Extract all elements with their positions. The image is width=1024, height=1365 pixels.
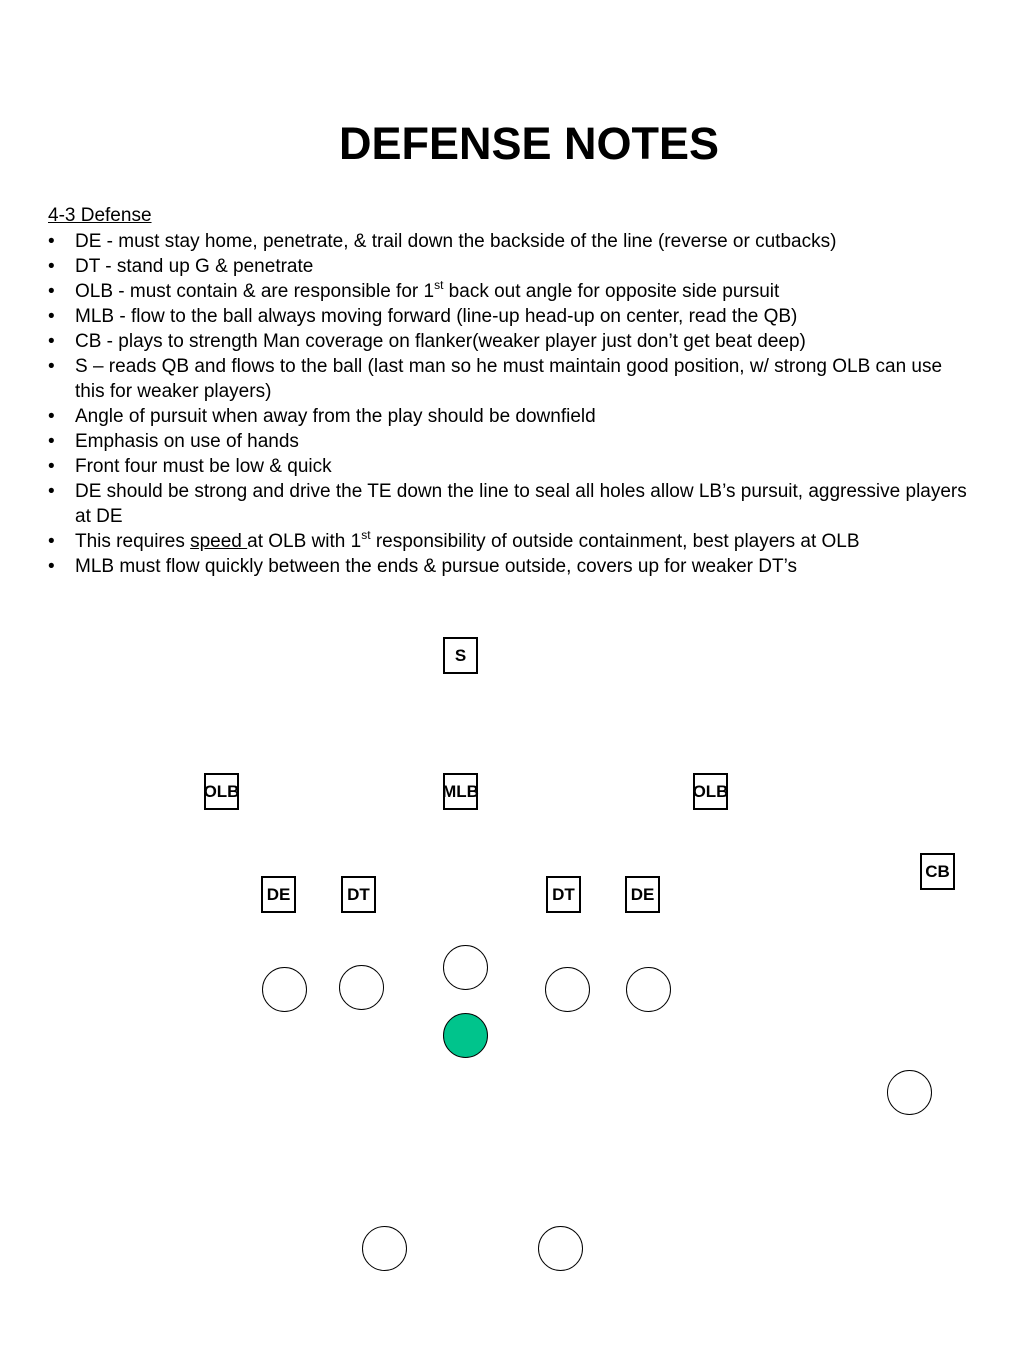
note-text: Angle of pursuit when away from the play should be downfield bbox=[75, 406, 596, 427]
dt-left-box: DT bbox=[341, 876, 376, 913]
list-item bbox=[48, 529, 968, 554]
note-superscript: st bbox=[434, 277, 444, 292]
list-item bbox=[48, 254, 968, 279]
list-item bbox=[48, 229, 968, 254]
center-circle bbox=[443, 945, 488, 990]
bullet: • bbox=[48, 556, 55, 577]
list-item bbox=[48, 554, 968, 579]
note-underlined-text: speed bbox=[190, 531, 248, 552]
list-item bbox=[48, 429, 968, 454]
bullet: • bbox=[48, 531, 55, 552]
bullet: • bbox=[48, 406, 55, 427]
list-item bbox=[48, 354, 968, 404]
ball-carrier-circle bbox=[443, 1013, 488, 1058]
list-item bbox=[48, 454, 968, 479]
bullet: • bbox=[48, 306, 55, 327]
note-text: OLB - must contain & are responsible for 1 bbox=[75, 281, 435, 302]
de-left-box: DE bbox=[261, 876, 296, 913]
section-heading: 4-3 Defense bbox=[48, 205, 152, 226]
offense-player-circle bbox=[339, 965, 384, 1010]
note-text: responsibility of outside containment, best players at OLB bbox=[370, 531, 860, 552]
note-text: DE should be strong and drive the TE down the line to seal all holes allow LB’s pursuit, aggressive players at DE bbox=[75, 481, 967, 527]
list-item bbox=[48, 479, 968, 529]
offense-player-circle bbox=[262, 967, 307, 1012]
flanker-circle bbox=[887, 1070, 932, 1115]
safety-box: S bbox=[443, 637, 478, 674]
back-circle bbox=[362, 1226, 407, 1271]
bullet: • bbox=[48, 281, 55, 302]
bullet: • bbox=[48, 481, 55, 502]
list-item bbox=[48, 304, 968, 329]
list-item bbox=[48, 279, 968, 304]
offense-player-circle bbox=[626, 967, 671, 1012]
note-text: MLB - flow to the ball always moving forward (line-up head-up on center, read the QB) bbox=[75, 306, 798, 327]
bullet: • bbox=[48, 231, 55, 252]
notes-list bbox=[48, 229, 968, 579]
note-text: CB - plays to strength Man coverage on flanker(weaker player just don’t get beat deep) bbox=[75, 331, 806, 352]
bullet: • bbox=[48, 256, 55, 277]
mlb-box: MLB bbox=[443, 773, 478, 810]
note-text: S – reads QB and flows to the ball (last man so he must maintain good position, w/ strong OLB can use this for weaker players) bbox=[75, 356, 943, 402]
offense-player-circle bbox=[545, 967, 590, 1012]
olb-left-box: OLB bbox=[204, 773, 239, 810]
cornerback-box: CB bbox=[920, 853, 955, 890]
note-text: This requires bbox=[75, 531, 191, 552]
list-item bbox=[48, 329, 968, 354]
note-text: Emphasis on use of hands bbox=[75, 431, 299, 452]
note-text: Front four must be low & quick bbox=[75, 456, 332, 477]
back-circle bbox=[538, 1226, 583, 1271]
list-item bbox=[48, 404, 968, 429]
dt-right-box: DT bbox=[546, 876, 581, 913]
note-text: MLB must flow quickly between the ends & pursue outside, covers up for weaker DT’s bbox=[75, 556, 797, 577]
olb-right-box: OLB bbox=[693, 773, 728, 810]
note-text: at OLB with 1 bbox=[247, 531, 362, 552]
bullet: • bbox=[48, 456, 55, 477]
page-title: DEFENSE NOTES bbox=[338, 118, 720, 169]
note-superscript: st bbox=[361, 527, 371, 542]
note-text: back out angle for opposite side pursuit bbox=[443, 281, 780, 302]
note-text: DE - must stay home, penetrate, & trail down the backside of the line (reverse or cutbacks) bbox=[75, 231, 837, 252]
bullet: • bbox=[48, 431, 55, 452]
de-right-box: DE bbox=[625, 876, 660, 913]
note-text: DT - stand up G & penetrate bbox=[75, 256, 314, 277]
bullet: • bbox=[48, 331, 55, 352]
bullet: • bbox=[48, 356, 55, 377]
